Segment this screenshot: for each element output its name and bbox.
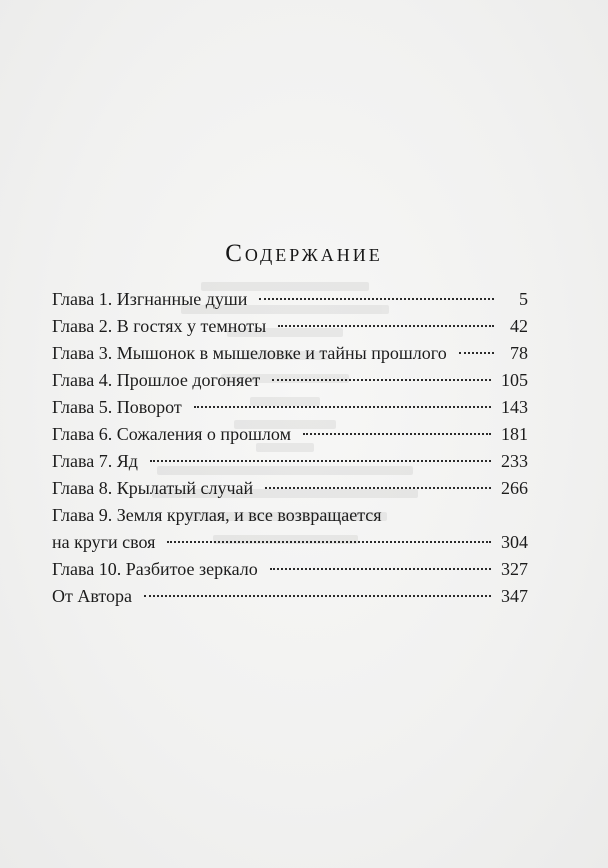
- toc-entry: [52, 475, 528, 502]
- toc-entry-label: От Автора: [52, 586, 133, 606]
- toc-entry-label: Глава 3. Мышонок в мышеловке и тайны прошлого: [52, 343, 447, 363]
- dot-leader: [272, 379, 491, 381]
- toc-entry-label-line1: Глава 9. Земля круглая, и все возвращается: [52, 505, 382, 525]
- toc-entry-page: 5: [519, 289, 528, 309]
- toc-entry-label: Глава 5. Поворот: [52, 397, 182, 417]
- toc-entry: [52, 367, 528, 394]
- toc-entry-page: 78: [510, 343, 528, 363]
- dot-leader: [144, 595, 491, 597]
- dot-leader: [150, 460, 491, 462]
- toc-entry-page: 181: [501, 424, 528, 444]
- dot-leader: [265, 487, 491, 489]
- toc-entry-page: 304: [501, 532, 528, 552]
- toc-entry-page: 233: [501, 451, 528, 471]
- toc-entry-label: Глава 7. Яд: [52, 451, 138, 471]
- dot-leader: [303, 433, 491, 435]
- page-title: Содержание: [225, 240, 383, 267]
- dot-leader: [270, 568, 491, 570]
- toc-entry: [52, 421, 528, 448]
- toc-entry: [52, 340, 528, 367]
- dot-leader: [259, 298, 494, 300]
- toc-entry-label: Глава 2. В гостях у темноты: [52, 316, 267, 336]
- toc-entry-label: Глава 4. Прошлое догоняет: [52, 370, 261, 390]
- toc-entry-label: Глава 8. Крылатый случай: [52, 478, 254, 498]
- toc-entry-label: на круги своя: [52, 532, 156, 552]
- toc-entry-page: 327: [501, 559, 528, 579]
- toc-entry: [52, 502, 528, 556]
- toc-entry: [52, 286, 528, 313]
- toc-entry: [52, 313, 528, 340]
- toc-entry: [52, 394, 528, 421]
- table-of-contents: [52, 286, 528, 610]
- toc-entry-page: 266: [501, 478, 528, 498]
- toc-entry-page: 42: [510, 316, 528, 336]
- toc-entry: [52, 556, 528, 583]
- toc-entry: [52, 583, 528, 610]
- dot-leader: [459, 352, 494, 354]
- dot-leader: [278, 325, 494, 327]
- toc-entry-page: 347: [501, 586, 528, 606]
- toc-entry: [52, 448, 528, 475]
- dot-leader: [194, 406, 491, 408]
- toc-entry-label: Глава 10. Разбитое зеркало: [52, 559, 258, 579]
- dot-leader: [167, 541, 491, 543]
- toc-entry-page: 105: [501, 370, 528, 390]
- toc-entry-page: 143: [501, 397, 528, 417]
- toc-entry-label: Глава 6. Сожаления о прошлом: [52, 424, 291, 444]
- toc-entry-label: Глава 1. Изгнанные души: [52, 289, 248, 309]
